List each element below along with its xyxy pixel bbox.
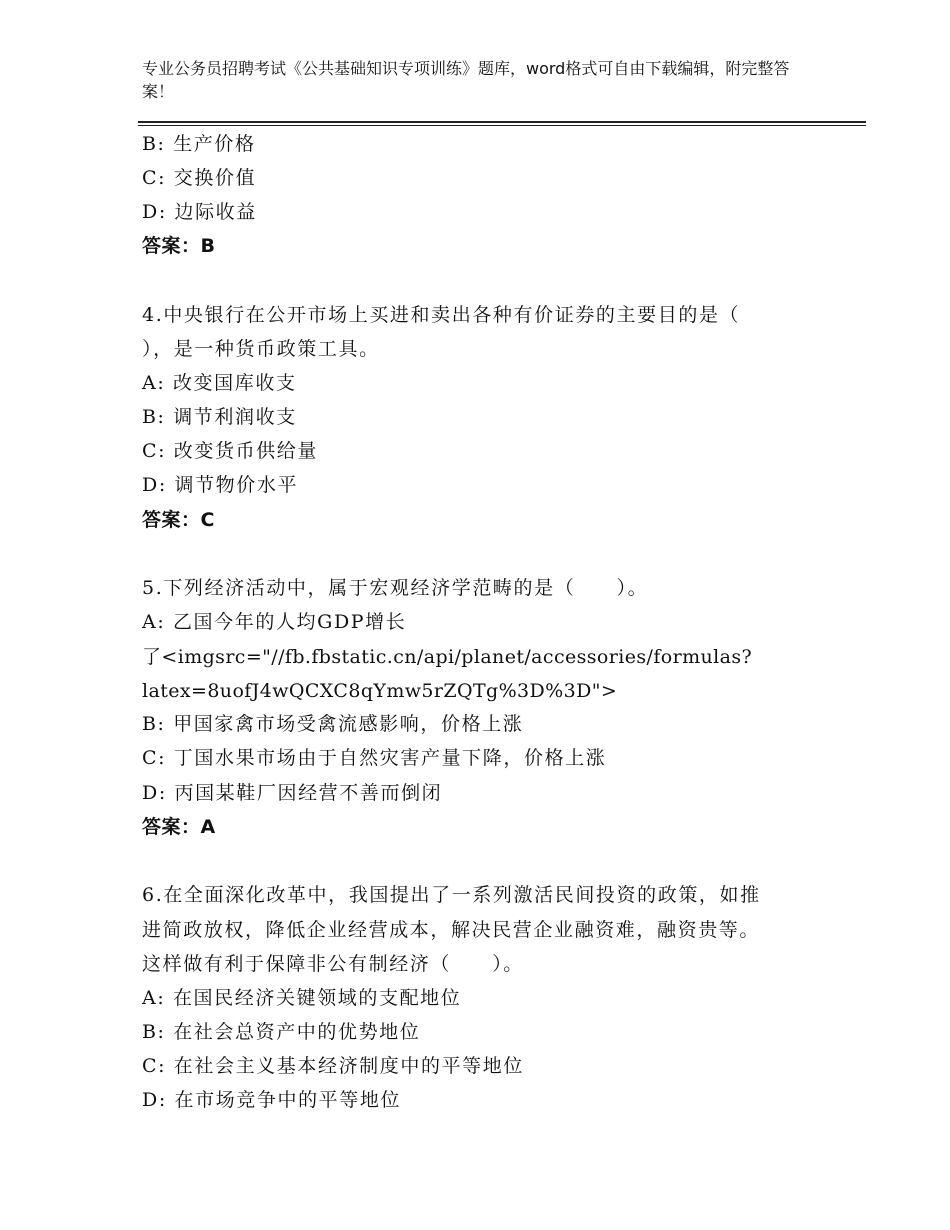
q4-answer: 答案：C bbox=[142, 509, 215, 531]
q4-option-d: D: 调节物价水平 bbox=[142, 474, 299, 496]
q3-option-c: C: 交换价值 bbox=[142, 167, 257, 189]
q3-option-b: B: 生产价格 bbox=[142, 133, 256, 155]
q4-option-a: A: 改变国库收支 bbox=[142, 372, 297, 394]
q5-option-c: C: 丁国水果市场由于自然灾害产量下降，价格上涨 bbox=[142, 747, 607, 769]
q5-option-a-cont1: 了<imgsrc="//fb.fbstatic.cn/api/planet/accessories/formulas? bbox=[142, 646, 753, 668]
q5-option-d: D: 丙国某鞋厂因经营不善而倒闭 bbox=[142, 782, 443, 804]
q4-option-b: B: 调节利润收支 bbox=[142, 406, 297, 428]
q4-option-c: C: 改变货币供给量 bbox=[142, 440, 318, 462]
q6-option-b: B: 在社会总资产中的优势地位 bbox=[142, 1021, 421, 1043]
page-header-text: 专业公务员招聘考试《公共基础知识专项训练》题库，word格式可自由下载编辑，附完整答案！ bbox=[142, 59, 790, 101]
header-rule-thin bbox=[138, 125, 866, 126]
q6-option-d: D: 在市场竞争中的平等地位 bbox=[142, 1089, 402, 1111]
q5-option-b: B: 甲国家禽市场受禽流感影响，价格上涨 bbox=[142, 713, 524, 735]
q6-stem-line1: 6.在全面深化改革中，我国提出了一系列激活民间投资的政策，如推 bbox=[142, 884, 761, 906]
q4-stem-line1: 4.中央银行在公开市场上买进和卖出各种有价证券的主要目的是（ bbox=[142, 304, 741, 326]
header-rule-thick bbox=[138, 121, 866, 123]
q5-option-a: A: 乙国今年的人均GDP增长 bbox=[142, 611, 407, 633]
q6-option-c: C: 在社会主义基本经济制度中的平等地位 bbox=[142, 1055, 524, 1077]
q6-option-a: A: 在国民经济关键领域的支配地位 bbox=[142, 987, 462, 1009]
q3-answer: 答案：B bbox=[142, 235, 216, 257]
q5-option-a-cont2: latex=8uofJ4wQCXC8qYmw5rZQTg%3D%3D"> bbox=[142, 680, 618, 702]
q5-stem: 5.下列经济活动中，属于宏观经济学范畴的是（ ）。 bbox=[142, 577, 649, 599]
q6-stem-line2: 进简政放权，降低企业经营成本，解决民营企业融资难，融资贵等。 bbox=[142, 919, 761, 941]
q6-stem-line3: 这样做有利于保障非公有制经济（ ）。 bbox=[142, 953, 524, 975]
q5-answer: 答案：A bbox=[142, 816, 216, 838]
q4-stem-line2: ），是一种货币政策工具。 bbox=[142, 338, 380, 360]
q3-option-d: D: 边际收益 bbox=[142, 201, 257, 223]
